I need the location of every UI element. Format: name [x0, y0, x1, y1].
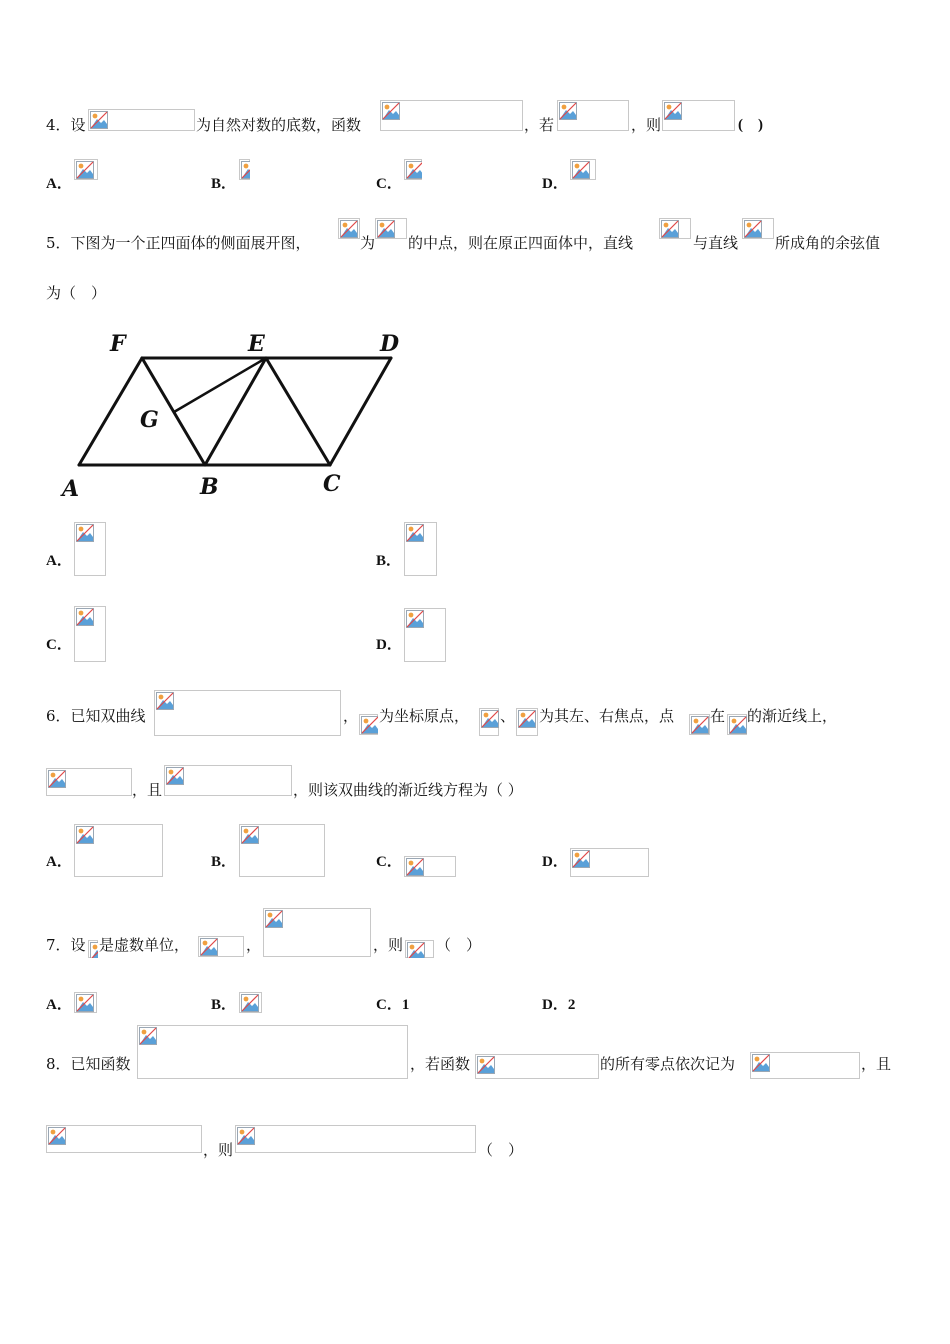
- q7-option-b-image: [239, 992, 262, 1013]
- q5-formula-2: [375, 218, 407, 239]
- broken-image-icon: [166, 767, 184, 785]
- point-label-b: B: [200, 474, 219, 500]
- q7-paren: （ ）: [436, 936, 482, 954]
- q7-text-2: ，: [246, 936, 262, 954]
- q7-number: 7．设: [46, 936, 86, 954]
- q6-option-c-label: C．: [376, 854, 402, 870]
- q6-formula-2: [359, 714, 378, 735]
- q4-formula-3: [557, 100, 629, 131]
- q6-text-1: ，: [343, 707, 359, 725]
- q4-option-a-image: [74, 159, 98, 180]
- broken-image-icon: [265, 910, 283, 928]
- q4-text-1: 为自然对数的底数，函数: [196, 116, 362, 134]
- q8-text-3: ，且: [861, 1055, 892, 1073]
- q7-option-b-label: B．: [211, 997, 237, 1013]
- broken-image-icon: [76, 524, 94, 542]
- q8-formula-3: [750, 1052, 860, 1079]
- point-label-f: F: [110, 331, 126, 357]
- broken-image-icon: [200, 938, 218, 956]
- q8-text-2: 的所有零点依次记为: [600, 1055, 736, 1073]
- q5-text-5: 为（ ）: [46, 284, 107, 302]
- q6-option-a-label: A．: [46, 854, 72, 870]
- q7-option-a-label: A．: [46, 997, 72, 1013]
- q7-option-a-image: [74, 992, 97, 1013]
- q8-paren: （ ）: [478, 1141, 524, 1159]
- point-label-a: A: [62, 476, 80, 501]
- broken-image-icon: [477, 1056, 495, 1074]
- broken-image-icon: [744, 220, 762, 238]
- edge-af: [79, 358, 142, 465]
- q4-option-b-image: [239, 159, 250, 180]
- q7-formula-3: [263, 908, 371, 957]
- broken-image-icon: [691, 716, 710, 734]
- point-label-d: D: [380, 331, 400, 357]
- broken-image-icon: [76, 994, 94, 1012]
- point-label-e: E: [248, 331, 265, 357]
- q4-paren: ( ): [738, 117, 763, 133]
- edge-be: [205, 358, 266, 465]
- broken-image-icon: [559, 102, 577, 120]
- edge-cd: [330, 358, 391, 465]
- q6-text-8: ，则该双曲线的渐近线方程为（ ）: [293, 781, 523, 799]
- q4-option-c-image: [404, 159, 422, 180]
- q8-formula-2: [475, 1054, 599, 1079]
- q6-text-3: 、: [500, 707, 516, 725]
- broken-image-icon: [241, 994, 259, 1012]
- q5-formula-1: [338, 218, 360, 239]
- q6-option-a-image: [74, 824, 163, 877]
- q6-formula-8: [164, 765, 292, 796]
- q7-option-c: C．1: [376, 997, 410, 1013]
- q5-option-d-label: D．: [376, 637, 402, 653]
- q4-text-3: ，则: [631, 116, 662, 134]
- broken-image-icon: [361, 716, 378, 734]
- q4-option-d-image: [570, 159, 596, 180]
- broken-image-icon: [241, 161, 250, 179]
- q6-formula-1: [154, 690, 341, 736]
- broken-image-icon: [48, 1127, 66, 1145]
- q8-text-4: ，则: [203, 1141, 234, 1159]
- broken-image-icon: [382, 102, 400, 120]
- broken-image-icon: [156, 692, 174, 710]
- q8-number: 8．已知函数: [46, 1055, 131, 1073]
- q5-option-a-label: A．: [46, 553, 72, 569]
- broken-image-icon: [76, 826, 94, 844]
- q4-text-2: ，若: [524, 116, 555, 134]
- q4-option-b-label: B．: [211, 176, 237, 192]
- broken-image-icon: [752, 1054, 770, 1072]
- q8-formula-1: [137, 1025, 408, 1079]
- q6-formula-5: [689, 714, 710, 735]
- broken-image-icon: [406, 610, 424, 628]
- broken-image-icon: [48, 770, 66, 788]
- q5-number: 5．下图为一个正四面体的侧面展开图，: [46, 234, 311, 252]
- q6-option-b-label: B．: [211, 854, 237, 870]
- broken-image-icon: [664, 102, 682, 120]
- q8-formula-4: [46, 1125, 202, 1153]
- q6-text-5: 在: [710, 707, 726, 725]
- q6-text-4: 为其左、右焦点，点: [539, 707, 675, 725]
- point-label-g: G: [140, 407, 159, 433]
- q6-option-d-image: [570, 848, 649, 877]
- broken-image-icon: [377, 220, 395, 238]
- q6-option-c-image: [404, 856, 456, 877]
- broken-image-icon: [518, 710, 538, 728]
- q7-text-3: ，则: [373, 936, 404, 954]
- q5-option-b-image: [404, 522, 437, 576]
- q4-option-a-label: A．: [46, 176, 72, 192]
- q4-option-d-label: D．: [542, 176, 568, 192]
- broken-image-icon: [76, 161, 94, 179]
- broken-image-icon: [729, 716, 747, 734]
- broken-image-icon: [406, 161, 422, 179]
- q5-option-d-image: [404, 608, 446, 662]
- q5-text-4: 所成角的余弦值: [775, 234, 881, 252]
- q6-text-7: ，且: [132, 781, 163, 799]
- q5-option-b-label: B．: [376, 553, 402, 569]
- q5-option-a-image: [74, 522, 106, 576]
- tetrahedron-net-figure: [58, 326, 408, 501]
- q4-formula-1: [88, 109, 195, 131]
- broken-image-icon: [139, 1027, 157, 1045]
- q7-option-d: D．2: [542, 997, 576, 1013]
- q5-option-c-label: C．: [46, 637, 72, 653]
- q6-formula-7: [46, 768, 132, 796]
- q4-formula-2: [380, 100, 523, 131]
- q4-option-c-label: C．: [376, 176, 402, 192]
- q5-text-1: 为: [360, 234, 376, 252]
- q7-formula-4: [405, 940, 434, 958]
- broken-image-icon: [481, 710, 499, 728]
- broken-image-icon: [90, 111, 108, 129]
- broken-image-icon: [76, 608, 94, 626]
- q8-text-1: ，若函数: [410, 1055, 471, 1073]
- q6-option-d-label: D．: [542, 854, 568, 870]
- q4-number: 4．设: [46, 116, 86, 134]
- q7-formula-1: [88, 940, 98, 958]
- broken-image-icon: [572, 850, 590, 868]
- q6-text-2: 为坐标原点，: [379, 707, 470, 725]
- q5-formula-3: [659, 218, 691, 239]
- q6-text-6: 的渐近线上，: [747, 707, 838, 725]
- q6-formula-6: [727, 714, 747, 735]
- broken-image-icon: [340, 220, 358, 238]
- q5-text-2: 的中点，则在原正四面体中，直线: [408, 234, 634, 252]
- broken-image-icon: [237, 1127, 255, 1145]
- q5-formula-4: [742, 218, 774, 239]
- q6-formula-3: [479, 708, 499, 736]
- broken-image-icon: [241, 826, 259, 844]
- q7-formula-2: [198, 936, 244, 957]
- q7-text-1: 是虚数单位，: [99, 936, 190, 954]
- broken-image-icon: [407, 942, 425, 958]
- q6-formula-4: [516, 708, 538, 736]
- q5-text-3: 与直线: [693, 234, 739, 252]
- q6-number: 6．已知双曲线: [46, 707, 146, 725]
- broken-image-icon: [572, 161, 590, 179]
- q4-formula-4: [662, 100, 735, 131]
- broken-image-icon: [661, 220, 679, 238]
- broken-image-icon: [406, 524, 424, 542]
- edge-ec: [266, 358, 330, 465]
- broken-image-icon: [90, 942, 98, 958]
- q5-option-c-image: [74, 606, 106, 662]
- point-label-c: C: [323, 471, 341, 497]
- broken-image-icon: [406, 858, 424, 876]
- q6-option-b-image: [239, 824, 325, 877]
- q8-formula-5: [235, 1125, 476, 1153]
